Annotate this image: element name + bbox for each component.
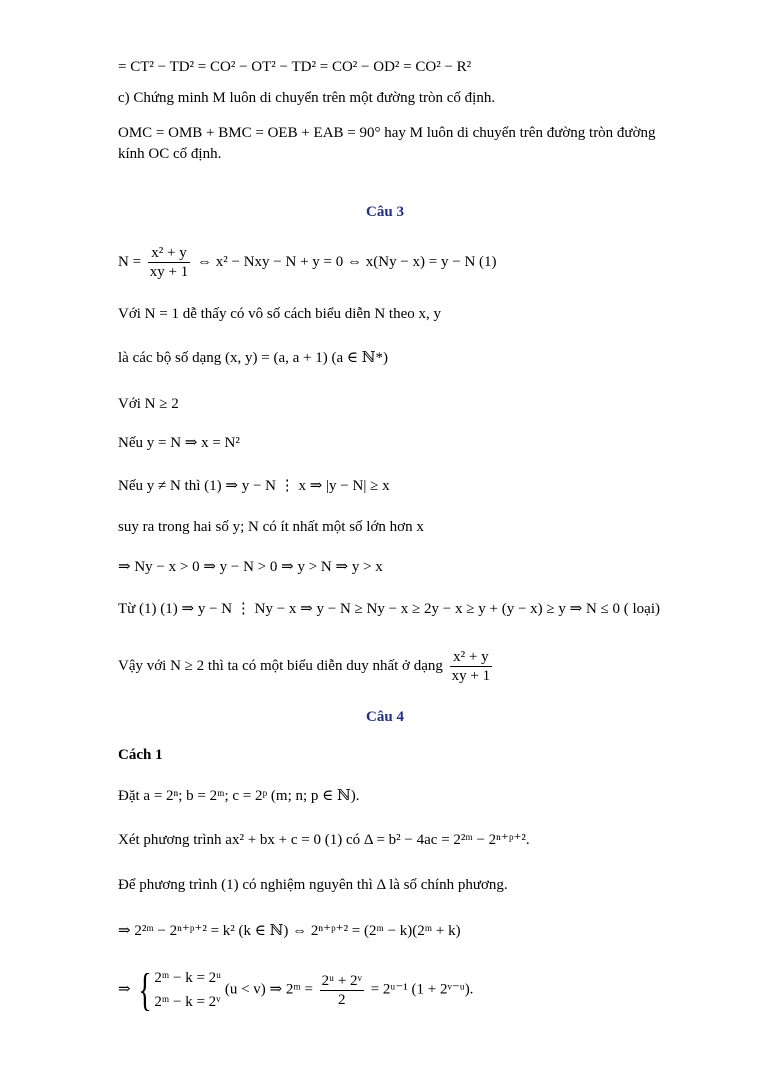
deduction-line: suy ra trong hai số y; N có ít nhất một số lớn hơn x xyxy=(118,519,424,535)
heading-cau-3: Câu 3 xyxy=(366,204,404,220)
part-c-statement: c) Chứng minh M luôn di chuyển trên một đường tròn cố định. xyxy=(118,90,496,106)
eq1-rhs: ⇔ x² − Nxy − N + y = 0 ⇔ x(Ny − x) = y − N (1) xyxy=(197,253,497,270)
equation-system xyxy=(134,966,221,1014)
contradiction-line: Từ (1) (1) ⇒ y − N ⋮ Ny − x ⇒ y − N ≥ Ny − x ≥ 2y − x ≥ y + (y − x) ≥ y ⇒ N ≤ 0 ( loại) xyxy=(118,601,660,617)
left-brace-icon: { xyxy=(138,964,153,1015)
conclusion-text: Vậy với N ≥ 2 thì ta có một biểu diễn duy nhất ở dạng xyxy=(118,657,443,674)
method-1-heading: Cách 1 xyxy=(118,747,163,763)
system-numerator: 2ᵘ + 2ᵛ xyxy=(321,972,362,989)
equation-1 xyxy=(118,244,497,281)
system-eq-2: 2ᵐ − k = 2ᵛ xyxy=(154,994,221,1010)
substitution-line: Đặt a = 2ⁿ; b = 2ᵐ; c = 2ᵖ (m; n; p ∈ ℕ). xyxy=(118,788,360,804)
square-condition-line: ⇒ 2²ᵐ − 2ⁿ⁺ᵖ⁺² = k² (k ∈ ℕ) ⇔ 2ⁿ⁺ᵖ⁺² = (2ᵐ − k)(2ᵐ + k) xyxy=(118,923,461,939)
system-denominator: 2 xyxy=(338,991,346,1008)
case-n-equals-1: Với N = 1 dễ thấy có vô số cách biểu diễn N theo x, y xyxy=(118,306,441,322)
subcase-y-equals-n: Nếu y = N ⇒ x = N² xyxy=(118,435,240,451)
conclusion-fraction xyxy=(450,648,492,685)
quadratic-equation-line: Xét phương trình ax² + bx + c = 0 (1) có Δ = b² − 4ac = 2²ᵐ − 2ⁿ⁺ᵖ⁺². xyxy=(118,832,530,848)
conclusion-denominator: xy + 1 xyxy=(451,668,491,684)
case-n-equals-1-form: là các bộ số dạng (x, y) = (a, a + 1) (a ∈ ℕ*) xyxy=(118,350,388,366)
eq1-numerator: x² + y xyxy=(148,244,190,263)
eq1-lhs: N = xyxy=(118,253,142,270)
conclusion-numerator: x² + y xyxy=(450,648,492,667)
system-eq-1: 2ᵐ − k = 2ᵘ xyxy=(154,970,222,986)
conclusion-cau-3 xyxy=(118,648,495,685)
system-implies: ⇒ xyxy=(118,981,131,998)
eq1-denominator: xy + 1 xyxy=(149,264,189,280)
system-middle: (u < v) ⇒ 2ᵐ = xyxy=(224,981,313,998)
subcase-y-not-n: Nếu y ≠ N thì (1) ⇒ y − N ⋮ x ⇒ |y − N| ≥ x xyxy=(118,478,390,494)
system-line xyxy=(118,966,473,1014)
implication-chain: ⇒ Ny − x > 0 ⇒ y − N > 0 ⇒ y > N ⇒ y > x xyxy=(118,559,383,575)
eq1-fraction xyxy=(148,244,190,281)
part-c-proof-line2: kính OC cố định. xyxy=(118,146,222,162)
system-fraction xyxy=(320,972,364,1009)
case-n-geq-2: Với N ≥ 2 xyxy=(118,396,179,412)
part-c-proof-line1: OMC = OMB + BMC = OEB + EAB = 90° hay M luôn di chuyển trên đường tròn đường xyxy=(118,125,656,141)
heading-cau-4: Câu 4 xyxy=(366,709,404,725)
integer-root-condition: Để phương trình (1) có nghiệm nguyên thì Δ là số chính phương. xyxy=(118,877,508,893)
equation-line-power: = CT² − TD² = CO² − OT² − TD² = CO² − OD² = CO² − R² xyxy=(118,59,472,75)
system-result: = 2ᵘ⁻¹ (1 + 2ᵛ⁻ᵘ). xyxy=(370,981,474,998)
